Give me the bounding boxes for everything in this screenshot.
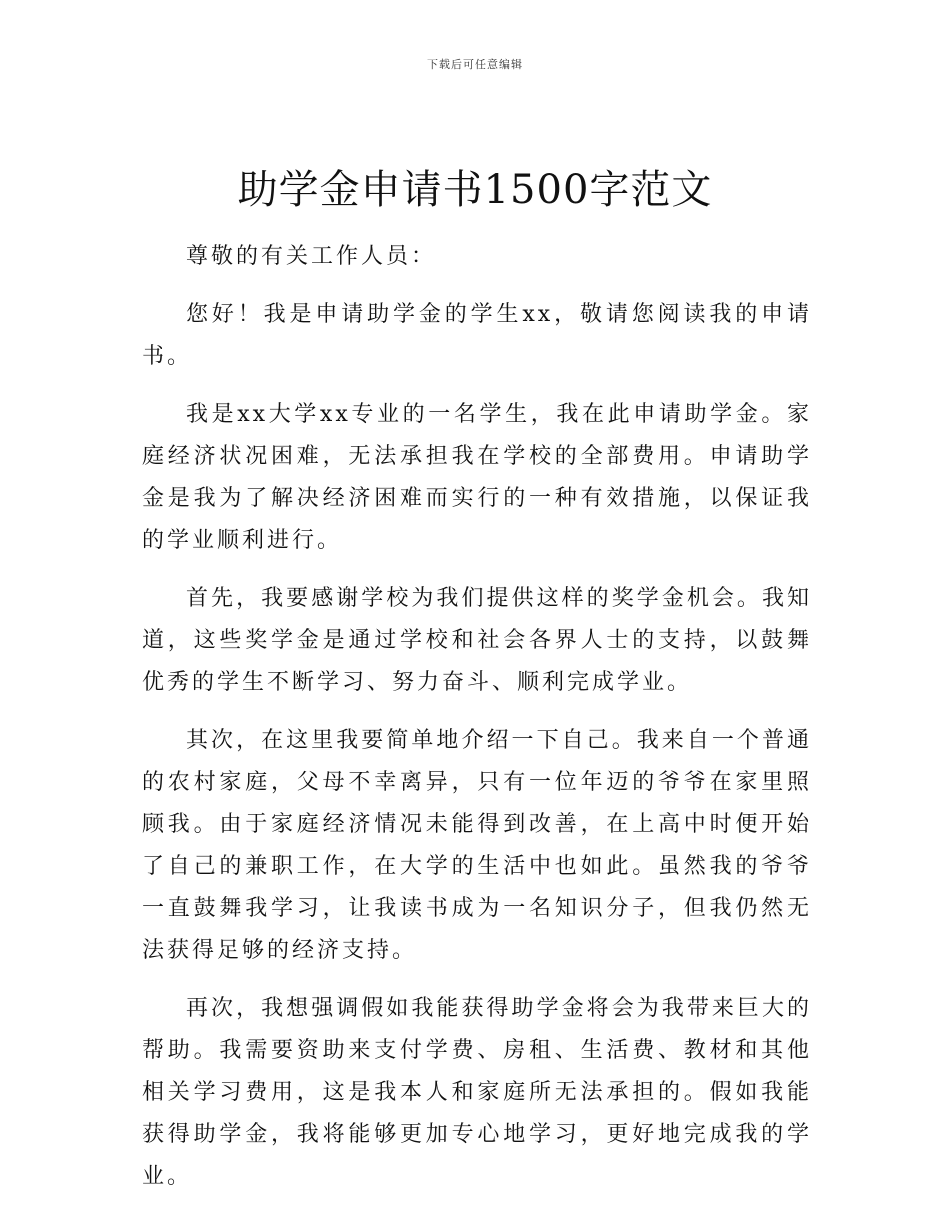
page-header-note: 下载后可任意编辑 — [427, 58, 523, 71]
body-paragraph: 我是xx大学xx专业的一名学生，我在此申请助学金。家庭经济状况困难，无法承担我在学校的全部费用。申请助学金是我为了解决经济困难而实行的一种有效措施，以保证我的学业顺利进行。 — [142, 402, 812, 553]
body-paragraph: 其次，在这里我要简单地介绍一下自己。我来自一个普通的农村家庭，父母不幸离异，只有一位年迈的爷爷在家里照顾我。由于家庭经济情况未能得到改善，在上高中时便开始了自己的兼职工作，在大学的生活中也如此。虽然我的爷爷一直鼓舞我学习，让我读书成为一名知识分子，但我仍然无法获得足够的经济支持。 — [142, 728, 812, 963]
document-title: 助学金申请书1500字范文 — [237, 167, 713, 213]
greeting-paragraph: 您好！我是申请助学金的学生xx，敬请您阅读我的申请书。 — [142, 302, 812, 369]
document-body — [142, 236, 812, 1214]
body-paragraph: 再次，我想强调假如我能获得助学金将会为我带来巨大的帮助。我需要资助来支付学费、房租、生活费、教材和其他相关学习费用，这是我本人和家庭所无法承担的。假如我能获得助学金，我将能够更加专心地学习，更好地完成我的学业。 — [142, 996, 812, 1189]
salutation: 尊敬的有关工作人员： — [186, 244, 437, 269]
body-paragraph: 首先，我要感谢学校为我们提供这样的奖学金机会。我知道，这些奖学金是通过学校和社会各界人士的支持，以鼓舞优秀的学生不断学习、努力奋斗、顺利完成学业。 — [142, 586, 812, 695]
